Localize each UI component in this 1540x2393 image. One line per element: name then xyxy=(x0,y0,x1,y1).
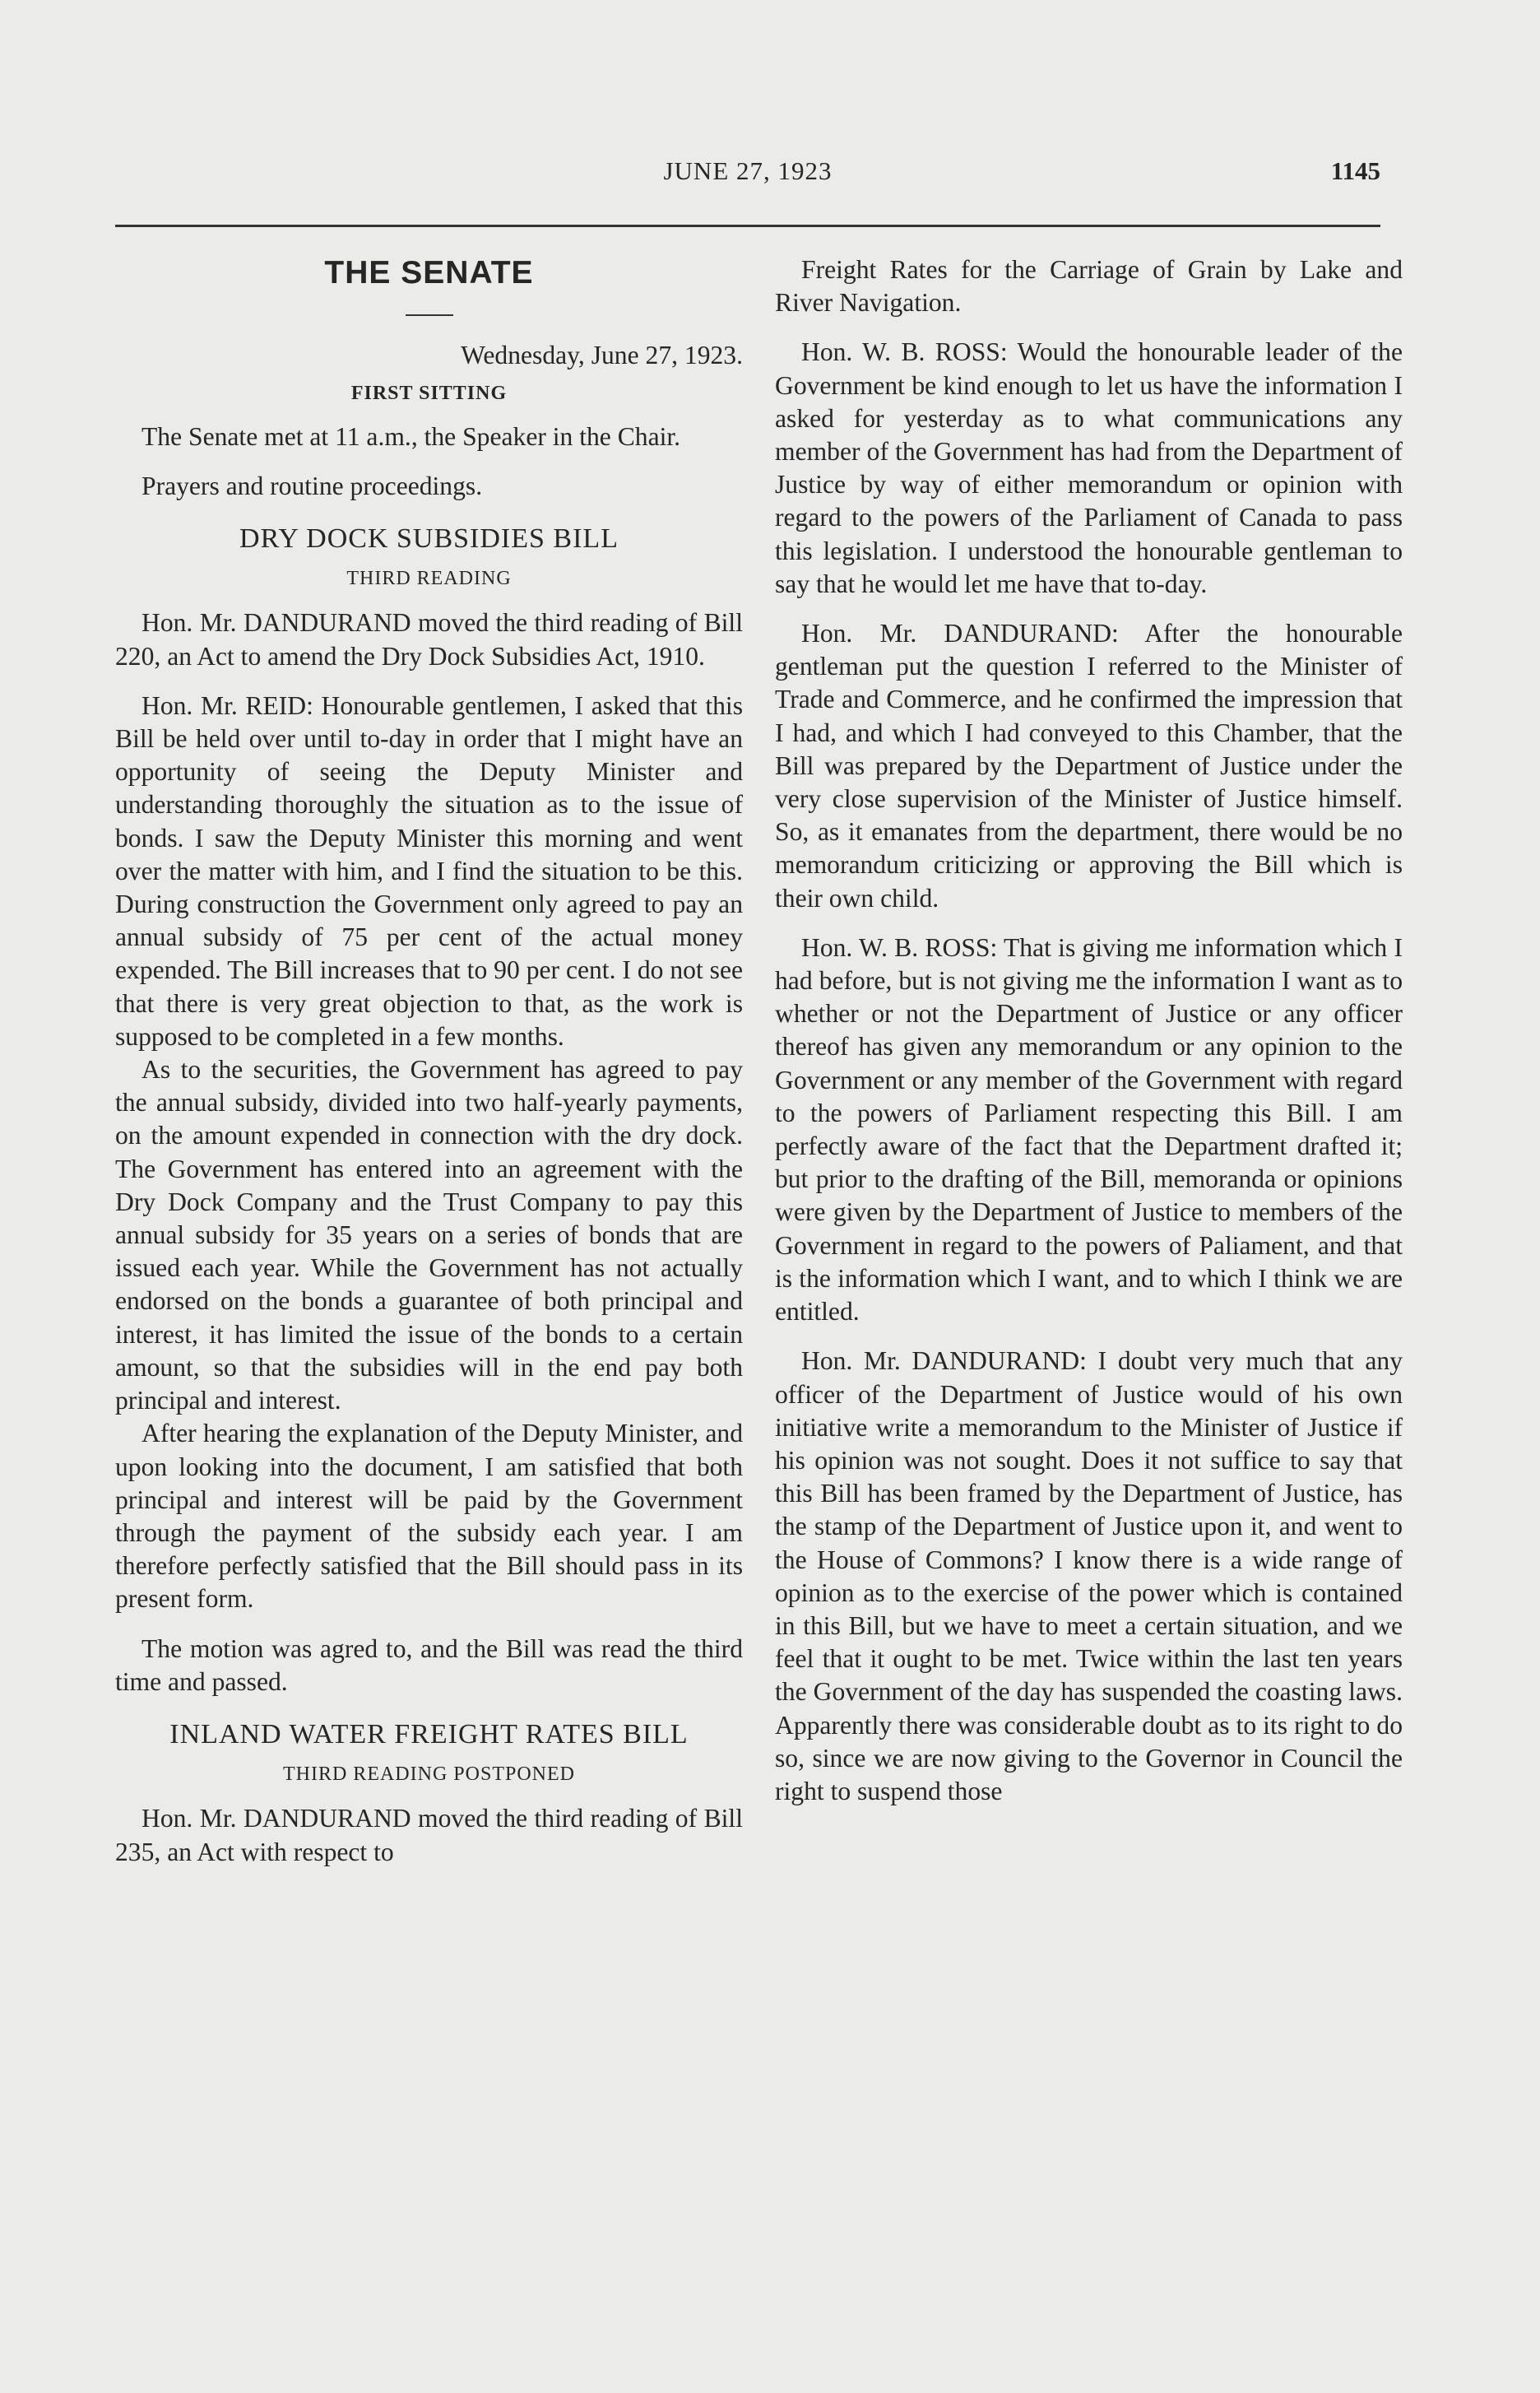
running-header xyxy=(115,156,1380,197)
paragraph: The Senate met at 11 a.m., the Speaker in the Chair. xyxy=(141,421,681,451)
section-title: THE SENATE xyxy=(324,255,534,290)
sitting-label: FIRST SITTING xyxy=(350,383,508,405)
bill-subheading: THIRD READING xyxy=(346,568,512,590)
paragraph: After hearing the explanation of the Deputy Minister, and upon looking into the document, I am satisfied that both principal and interest will be paid by the Government through the payment of the subsidy each year. I am therefore perfectly satisfied that the Bill should pass in its present form. xyxy=(115,1419,743,1614)
paragraph: As to the securities, the Government has agreed to pay the annual subsidy, divided into two half-yearly payments, on the amount expended in connection with the dry dock. The Government has entered into an agreement with the Dry Dock Company and the Trust Company to pay this annual subsidy for 35 years on a series of bonds that are issued each year. While the Government has not actually endorsed on the bonds a guarantee of both principal and interest, it has limited the issue of the bonds to a certain amount, so that the subsidies will in the end pay both principal and interest. xyxy=(115,1055,743,1415)
header-date: JUNE 27, 1923 xyxy=(663,156,833,185)
date-line: Wednesday, June 27, 1923. xyxy=(461,341,743,370)
left-column xyxy=(115,253,743,1869)
paragraph: Hon. Mr. REID: Honourable gentlemen, I asked that this Bill be held over until to-day in order that I might have an opportunity of seeing the Deputy Minister and understanding thoroughly the situation as to the issue of bonds. I saw the Deputy Minister this morning and went over the matter with him, and I find the situation to be this. During construction the Government only agreed to pay an annual subsidy of 75 per cent of the actual money expended. The Bill increases that to 90 per cent. I do not see that there is very great objection to that, as the work is supposed to be completed in a few months. xyxy=(115,690,743,1051)
right-column xyxy=(775,253,1403,1808)
paragraph: The motion was agred to, and the Bill was read the third time and passed. xyxy=(115,1633,743,1696)
paragraph: Hon. W. B. ROSS: Would the honourable leader of the Government be kind enough to let us have the information I asked for yesterday as to what communications any member of the Government has had from the Department of Justice by way of either memorandum or opinion with regard to the powers of the Parliament of Canada to pass this legislation. I understood the honourable gentleman to say that he would let me have that to-day. xyxy=(775,337,1403,598)
title-divider xyxy=(406,314,453,316)
paragraph: Hon. Mr. DANDURAND: I doubt very much that any officer of the Department of Justice would of his own initiative write a memorandum to the Minister of Justice if his opinion was not sought. Does it not suffice to say that this Bill has been framed by the Department of Justice, has the stamp of the Department of Justice upon it, and went to the House of Commons? I know there is a wide range of opinion as to the exercise of the power which is contained in this Bill, but we have to meet a certain situation, and we feel that it ought to be met. Twice within the last ten years the Government of the day has suspended the coasting laws. Apparently there was considerable doubt as to its right to do so, since we are now giving to the Governor in Council the right to suspend those xyxy=(775,1346,1403,1805)
bill-heading: INLAND WATER FREIGHT RATES BILL xyxy=(169,1718,689,1749)
header-rule xyxy=(115,225,1380,227)
bill-subheading: THIRD READING POSTPONED xyxy=(282,1763,575,1786)
paragraph: Freight Rates for the Carriage of Grain by Lake and River Navigation. xyxy=(775,255,1403,318)
paragraph: Hon. Mr. DANDURAND moved the third reading of Bill 220, an Act to amend the Dry Dock Subsidies Act, 1910. xyxy=(115,608,743,671)
paragraph: Hon. Mr. DANDURAND moved the third reading of Bill 235, an Act with respect to xyxy=(115,1804,743,1866)
paragraph: Hon. W. B. ROSS: That is giving me information which I had before, but is not giving me the information I want as to whether or not the Department of Justice or any officer thereof has given any memorandum or any opinion to the Government or any member of the Government with regard to the powers of Parliament respecting this Bill. I am perfectly aware of the fact that the Department drafted it; but prior to the drafting of the Bill, memoranda or opinions were given by the Department of Justice to members of the Government in regard to the powers of Paliament, and that is the information which I want, and to which I think we are entitled. xyxy=(775,932,1403,1327)
paragraph: Hon. Mr. DANDURAND: After the honourable gentleman put the question I referred to the Minister of Trade and Commerce, and he confirmed the impression that I had, and which I had conveyed to this Chamber, that the Bill was prepared by the Department of Justice under the very close supervision of the Minister of Justice himself. So, as it emanates from the department, there would be no memorandum criticizing or approving the Bill which is their own child. xyxy=(775,619,1403,913)
page-number: 1145 xyxy=(1330,156,1380,185)
paragraph: Prayers and routine proceedings. xyxy=(141,471,483,500)
bill-heading: DRY DOCK SUBSIDIES BILL xyxy=(239,523,619,555)
